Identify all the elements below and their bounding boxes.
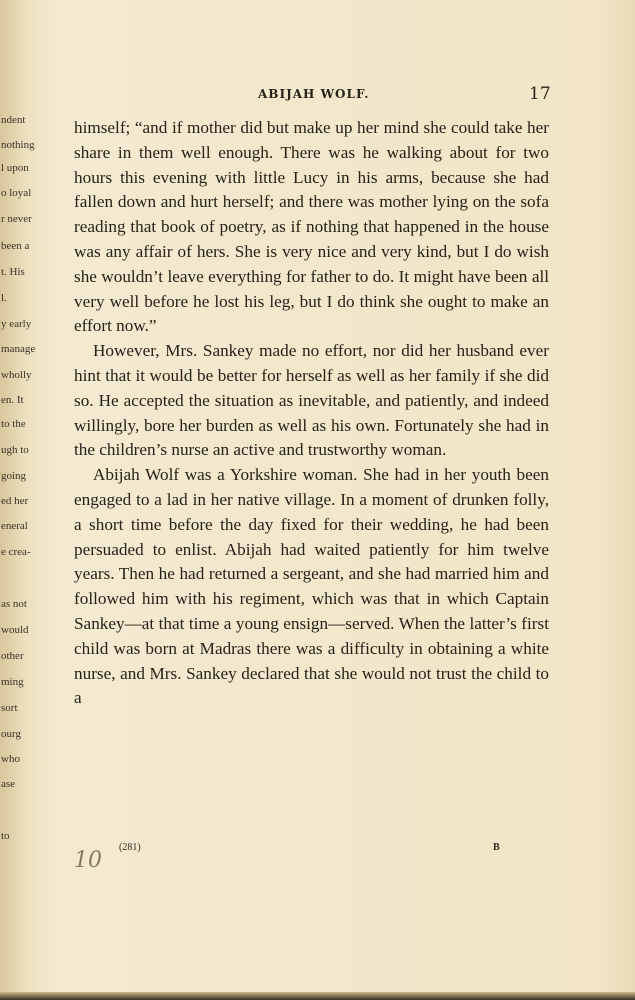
margin-fragment: ed her [1, 495, 29, 507]
margin-fragment: sort [1, 702, 18, 714]
margin-fragment: nothing [1, 139, 35, 151]
margin-fragment: e crea- [1, 546, 31, 558]
paragraph: Abijah Wolf was a Yorkshire woman. She had in her youth been engaged to a lad in her native village. In a moment of drunken folly, a short time before the day fixed for their wedding, he had been persuaded to enlist. Abijah had waited patiently for him twelve years. Then he had returned a sergeant, and she had married him and followed him with his regiment, which was that in which Captain Sankey—at that time a young ensign—served. When the latter’s first child was born at Madras there was a difficulty in obtaining a white nurse, and Mrs. Sankey declared that she would not trust the child to a [74, 465, 549, 708]
margin-fragment: would [1, 624, 29, 636]
margin-fragment: other [1, 650, 24, 662]
margin-fragment: eneral [1, 520, 28, 532]
running-head: ABIJAH WOLF. [258, 87, 370, 101]
pencil-annotation: 10 [74, 848, 102, 873]
paragraph: himself; “and if mother did but make up her mind she could take her share in them well enough. There was he walking about for two hours this evening with little Lucy in his arms, because she had fallen down and hurt herself; and there was mother lying on the sofa reading that book of poetry, as if nothing that happened in the house was any affair of hers. She is very nice and very kind, but I do wish she wouldn’t leave everything for father to do. It might have been all very well before he lost his leg, but I do think she ought to make an effort now.” [74, 118, 549, 336]
body-text [74, 116, 549, 711]
margin-fragment: manage [1, 343, 36, 355]
margin-fragment: r never [1, 213, 32, 225]
margin-fragment: en. It [1, 394, 24, 406]
signature-mark: B [493, 842, 500, 853]
margin-fragment: wholly [1, 369, 32, 381]
printer-signature: (281) [119, 842, 141, 853]
margin-fragment: to [1, 830, 10, 842]
page-number: 17 [529, 84, 551, 104]
margin-fragment: l. [1, 292, 7, 304]
margin-fragment: ndent [1, 114, 26, 126]
margin-fragment: as not [1, 598, 27, 610]
margin-fragment: ming [1, 676, 24, 688]
margin-fragment: been a [1, 240, 30, 252]
margin-fragment: ourg [1, 728, 21, 740]
margin-fragment: l upon [1, 162, 29, 174]
margin-fragment: to the [1, 418, 26, 430]
margin-fragment: ugh to [1, 444, 29, 456]
margin-fragment: y early [1, 318, 32, 330]
paragraph: However, Mrs. Sankey made no effort, nor did her husband ever hint that it would be better for herself as well as her family if she did so. He accepted the situation as inevitable, and patiently, and indeed willingly, bore her burden as well as his own. Fortunately she had in the children’s nurse an active and trustworthy woman. [74, 341, 549, 460]
page-bottom-edge [0, 992, 635, 1000]
margin-fragment: t. His [1, 266, 25, 278]
margin-fragment: o loyal [1, 187, 32, 199]
margin-fragment: who [1, 753, 20, 765]
margin-fragment: going [1, 470, 27, 482]
margin-fragment: ase [1, 778, 16, 790]
